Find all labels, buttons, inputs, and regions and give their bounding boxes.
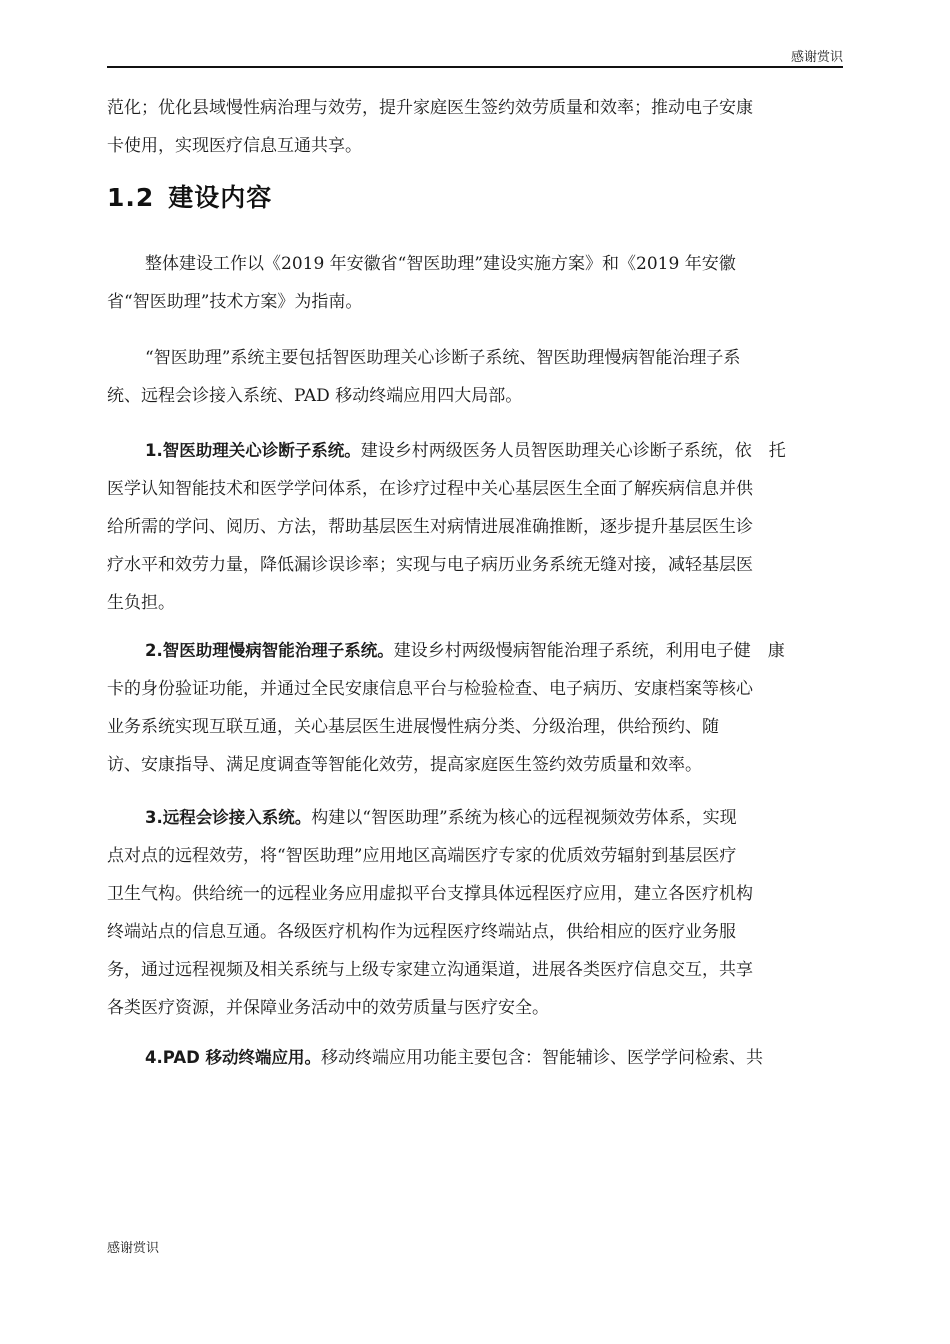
paragraph-guideline bbox=[107, 245, 843, 321]
intro-paragraph bbox=[107, 89, 843, 165]
item-pad-mobile-app bbox=[107, 1039, 843, 1077]
item-title: 4.PAD 移动终端应用。 bbox=[145, 1048, 322, 1067]
page-header bbox=[107, 44, 843, 68]
item-title: 3.远程会诊接入系统。 bbox=[145, 808, 312, 827]
item-remote-consultation bbox=[107, 799, 843, 1027]
text-line bbox=[107, 432, 843, 470]
text-line: 卫生气构。供给统一的远程业务应用虚拟平台支撑具体远程医疗应用，建立各医疗机构 bbox=[107, 884, 753, 904]
item-title: 2.智医助理慢病智能治理子系统。 bbox=[145, 641, 394, 660]
text-line: 终端站点的信息互通。各级医疗机构作为远程医疗终端站点，供给相应的医疗业务服 bbox=[107, 922, 736, 942]
text-line: 卡的身份验证功能，并通过全民安康信息平台与检验检查、电子病历、安康档案等核心 bbox=[107, 679, 753, 699]
section-number: 1.2 bbox=[107, 183, 155, 212]
item-first-line: 建设乡村两级慢病智能治理子系统，利用电子健 康 bbox=[393, 641, 785, 661]
text-line: 疗水平和效劳力量，降低漏诊误诊率；实现与电子病历业务系统无缝对接，减轻基层医 bbox=[107, 555, 753, 575]
item-first-line: 建设乡村两级医务人员智医助理关心诊断子系统，依 托 bbox=[360, 441, 786, 461]
item-first-line: 构建以“智医助理”系统为核心的远程视频效劳体系，实现 bbox=[311, 808, 737, 828]
item-title: 1.智医助理关心诊断子系统。 bbox=[145, 441, 361, 460]
item-diagnosis-subsystem bbox=[107, 432, 843, 622]
text-line: 医学认知智能技术和医学学问体系，在诊疗过程中关心基层医生全面了解疾病信息并供 bbox=[107, 479, 753, 499]
text-line: 生负担。 bbox=[107, 593, 175, 613]
text-line: 统、远程会诊接入系统、PAD 移动终端应用四大局部。 bbox=[107, 386, 523, 406]
text-line: 给所需的学问、阅历、方法，帮助基层医生对病情进展准确推断，逐步提升基层医生诊 bbox=[107, 517, 753, 537]
text-line: “智医助理”系统主要包括智医助理关心诊断子系统、智医助理慢病智能治理子系 bbox=[145, 348, 741, 368]
section-heading bbox=[107, 178, 272, 214]
text-line: 卡使用，实现医疗信息互通共享。 bbox=[107, 136, 362, 156]
text-line: 点对点的远程效劳，将“智医助理”应用地区高端医疗专家的优质效劳辐射到基层医疗 bbox=[107, 846, 737, 866]
text-line: 整体建设工作以《2019 年安徽省“智医助理”建设实施方案》和《2019 年安徽 bbox=[145, 254, 736, 274]
page-footer: 感谢赏识 bbox=[107, 1241, 160, 1256]
item-chronic-disease-subsystem bbox=[107, 632, 843, 784]
text-line: 访、安康指导、满足度调查等智能化效劳，提高家庭医生签约效劳质量和效率。 bbox=[107, 755, 702, 775]
text-line: 各类医疗资源，并保障业务活动中的效劳质量与医疗安全。 bbox=[107, 998, 549, 1018]
header-text: 感谢赏识 bbox=[790, 50, 843, 65]
text-line bbox=[107, 1039, 843, 1077]
text-line: 务，通过远程视频及相关系统与上级专家建立沟通渠道，进展各类医疗信息交互，共享 bbox=[107, 960, 753, 980]
text-line bbox=[107, 632, 843, 670]
text-line: 业务系统实现互联互通，关心基层医生进展慢性病分类、分级治理，供给预约、随 bbox=[107, 717, 719, 737]
section-title: 建设内容 bbox=[168, 183, 273, 212]
text-line: 范化；优化县域慢性病治理与效劳，提升家庭医生签约效劳质量和效率；推动电子安康 bbox=[107, 98, 753, 118]
text-line bbox=[107, 799, 843, 837]
item-first-line: 移动终端应用功能主要包含：智能辅诊、医学学问检索、共 bbox=[321, 1048, 764, 1068]
paragraph-system-overview bbox=[107, 339, 843, 415]
text-line: 省“智医助理”技术方案》为指南。 bbox=[107, 292, 363, 312]
